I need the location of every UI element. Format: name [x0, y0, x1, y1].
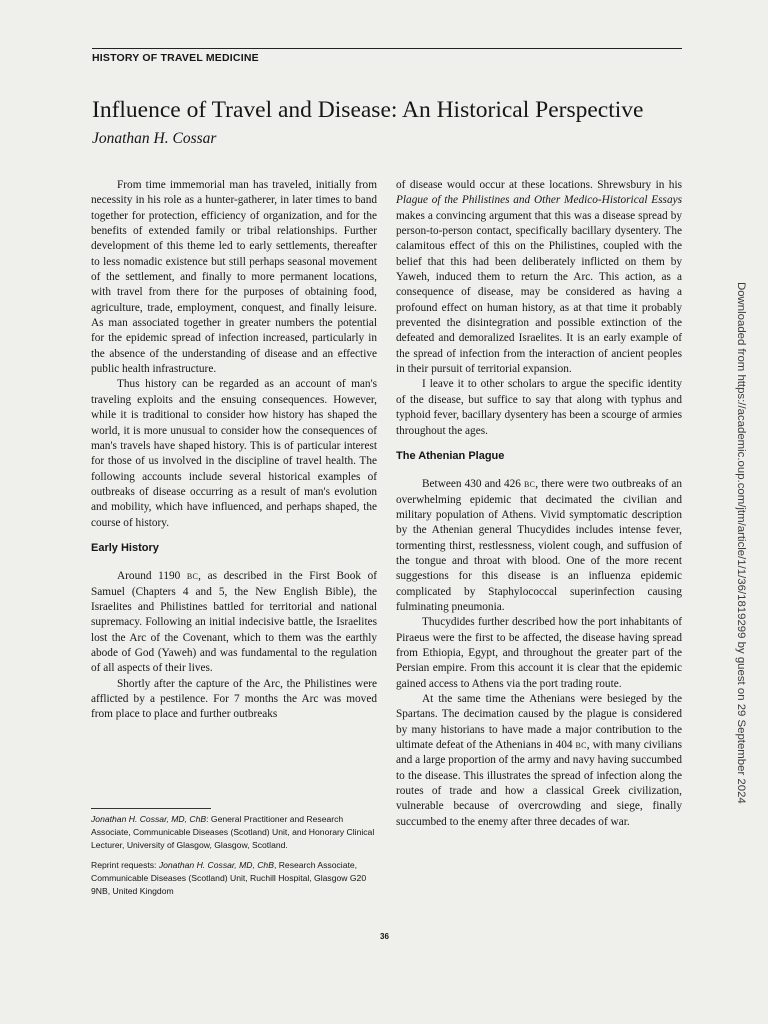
paragraph: Around 1190 BC, as described in the First Book of Samuel (Chapters 4 and 5, the New English Bible), the Israelites and Philistines battled for territorial and national supremacy. Following an initial indecisive battle, the Israelites lost the Arc of the Covenant, which to them was the earthly abode of God (Yaweh) and was fundamental to the regulation of all aspects of their lives.: [91, 570, 377, 675]
paragraph: From time immemorial man has traveled, initially from necessity in his role as a hunter-gatherer, in later times to band together for protection, efficiency of organization, and for the benefits of extended family or tribal relationships. Further development of this theme led to early settlements, thereafter to less nomadic existence but still perhaps seasonal movement of the settlement, and finally to more permanent locations, with travel from there for the purposes of obtaining food, agriculture, trade, employment, conquest, and finally leisure. As man associated together in greater numbers the potential for the epidemic spread of infection increased, particularly in the absence of the understanding of disease and an effective public health infrastructure.: [91, 179, 377, 376]
paragraph: Between 430 and 426 BC, there were two outbreaks of an overwhelming epidemic that decimated the civilian and military population of Athens. Vivid symptomatic description by the Athenian general Thucydides includes intense fever, tormenting thirst, restlessness, violent cough, and suffusion of the tongue and throat with blood. One of the more recent suggestions for this disease is an influenza epidemic complicated by Staphylococcal superinfection causing fulminating pneumonia.: [396, 478, 683, 613]
affiliation-note: Jonathan H. Cossar, MD, ChB: General Practitioner and Research Associate, Communicable Diseases (Scotland) Unit, and Honorary Clinical Lecturer, University of Glasgow, Glasgow, Scotland.: [91, 814, 375, 851]
paragraph: Thus history can be regarded as an account of man's traveling exploits and the ensuing consequences. However, while it is traditional to consider how history has shaped the world, it is more unusual to consider how the consequences of man's travels have shaped history. This is of particular interest for those of us involved in the discipline of travel health. The following accounts include several historical examples of outbreaks of disease occurring as a result of man's evolution and mobility, which have influenced, and perhaps shaped, the course of history.: [91, 378, 377, 529]
section-heading-early-history: Early History: [91, 541, 159, 554]
paragraph: Thucydides further described how the port inhabitants of Piraeus were the first to be affected, the disease having spread from Ethiopia, Egypt, and throughout the greater part of the Persian empire. From this account it is clear that the epidemic gained access to Athens via the port trading route.: [396, 616, 682, 690]
footnotes: [91, 808, 377, 904]
article-title: Influence of Travel and Disease: An Historical Perspective: [92, 97, 644, 123]
paragraph: of disease would occur at these locations. Shrewsbury in his Plague of the Philistines and Other Medico-Historical Essays makes a convincing argument that this was a disease spread by person-to-person contact, specifically bacillary dysentery. The calamitous effect of this on the Philistines, coupled with the belief that this had been deliberately inflicted on them by Yaweh, induced them to return the Arc. This action, as a consequence of disease, may be considered as having a profound effect on human history, as at that time it probably prevented the disintegration and possible extinction of the defeated and demoralized Israelites. It is an early example of the spread of infection from the interaction of ancient peoples in their pursuit of territorial expansion.: [396, 179, 682, 376]
paragraph: I leave it to other scholars to argue the specific identity of the disease, but suffice to say that along with typhus and typhoid fever, bacillary dysentery has been a scourge of armies throughout the ages.: [396, 378, 682, 437]
right-column: [396, 178, 682, 830]
section-label: HISTORY OF TRAVEL MEDICINE: [92, 48, 682, 64]
book-title: Plague of the Philistines and Other Medico-Historical Essays: [396, 194, 682, 207]
article-author: Jonathan H. Cossar: [92, 130, 217, 147]
footnote-rule: [91, 808, 211, 809]
reprint-note: Reprint requests: Jonathan H. Cossar, MD, ChB, Research Associate, Communicable Diseases (Scotland) Unit, Ruchill Hospital, Glasgow G20 9NB, United Kingdom: [91, 859, 367, 897]
paragraph: Shortly after the capture of the Arc, the Philistines were afflicted by a pestilence. For 7 months the Arc was moved from place to place and further outbreaks: [91, 677, 377, 721]
page-number: 36: [380, 932, 389, 941]
section-heading-athenian-plague: The Athenian Plague: [396, 449, 505, 462]
left-column: [91, 178, 377, 723]
download-watermark: Downloaded from https://academic.oup.com/jtm/article/1/1/36/1819299 by guest on 29 September 2024: [735, 282, 747, 804]
paragraph: At the same time the Athenians were besieged by the Spartans. The decimation caused by the plague is considered by many historians to have made a major contribution to the ultimate defeat of the Athenians in 404 BC, with many civilians and a large proportion of the army and navy having succumbed to the disease. This illustrates the spread of infection along the routes of trade and how a classical Greek civilization, vulnerable because of overcrowding and siege, finally succumbed to the enemy after three decades of war.: [396, 693, 682, 828]
